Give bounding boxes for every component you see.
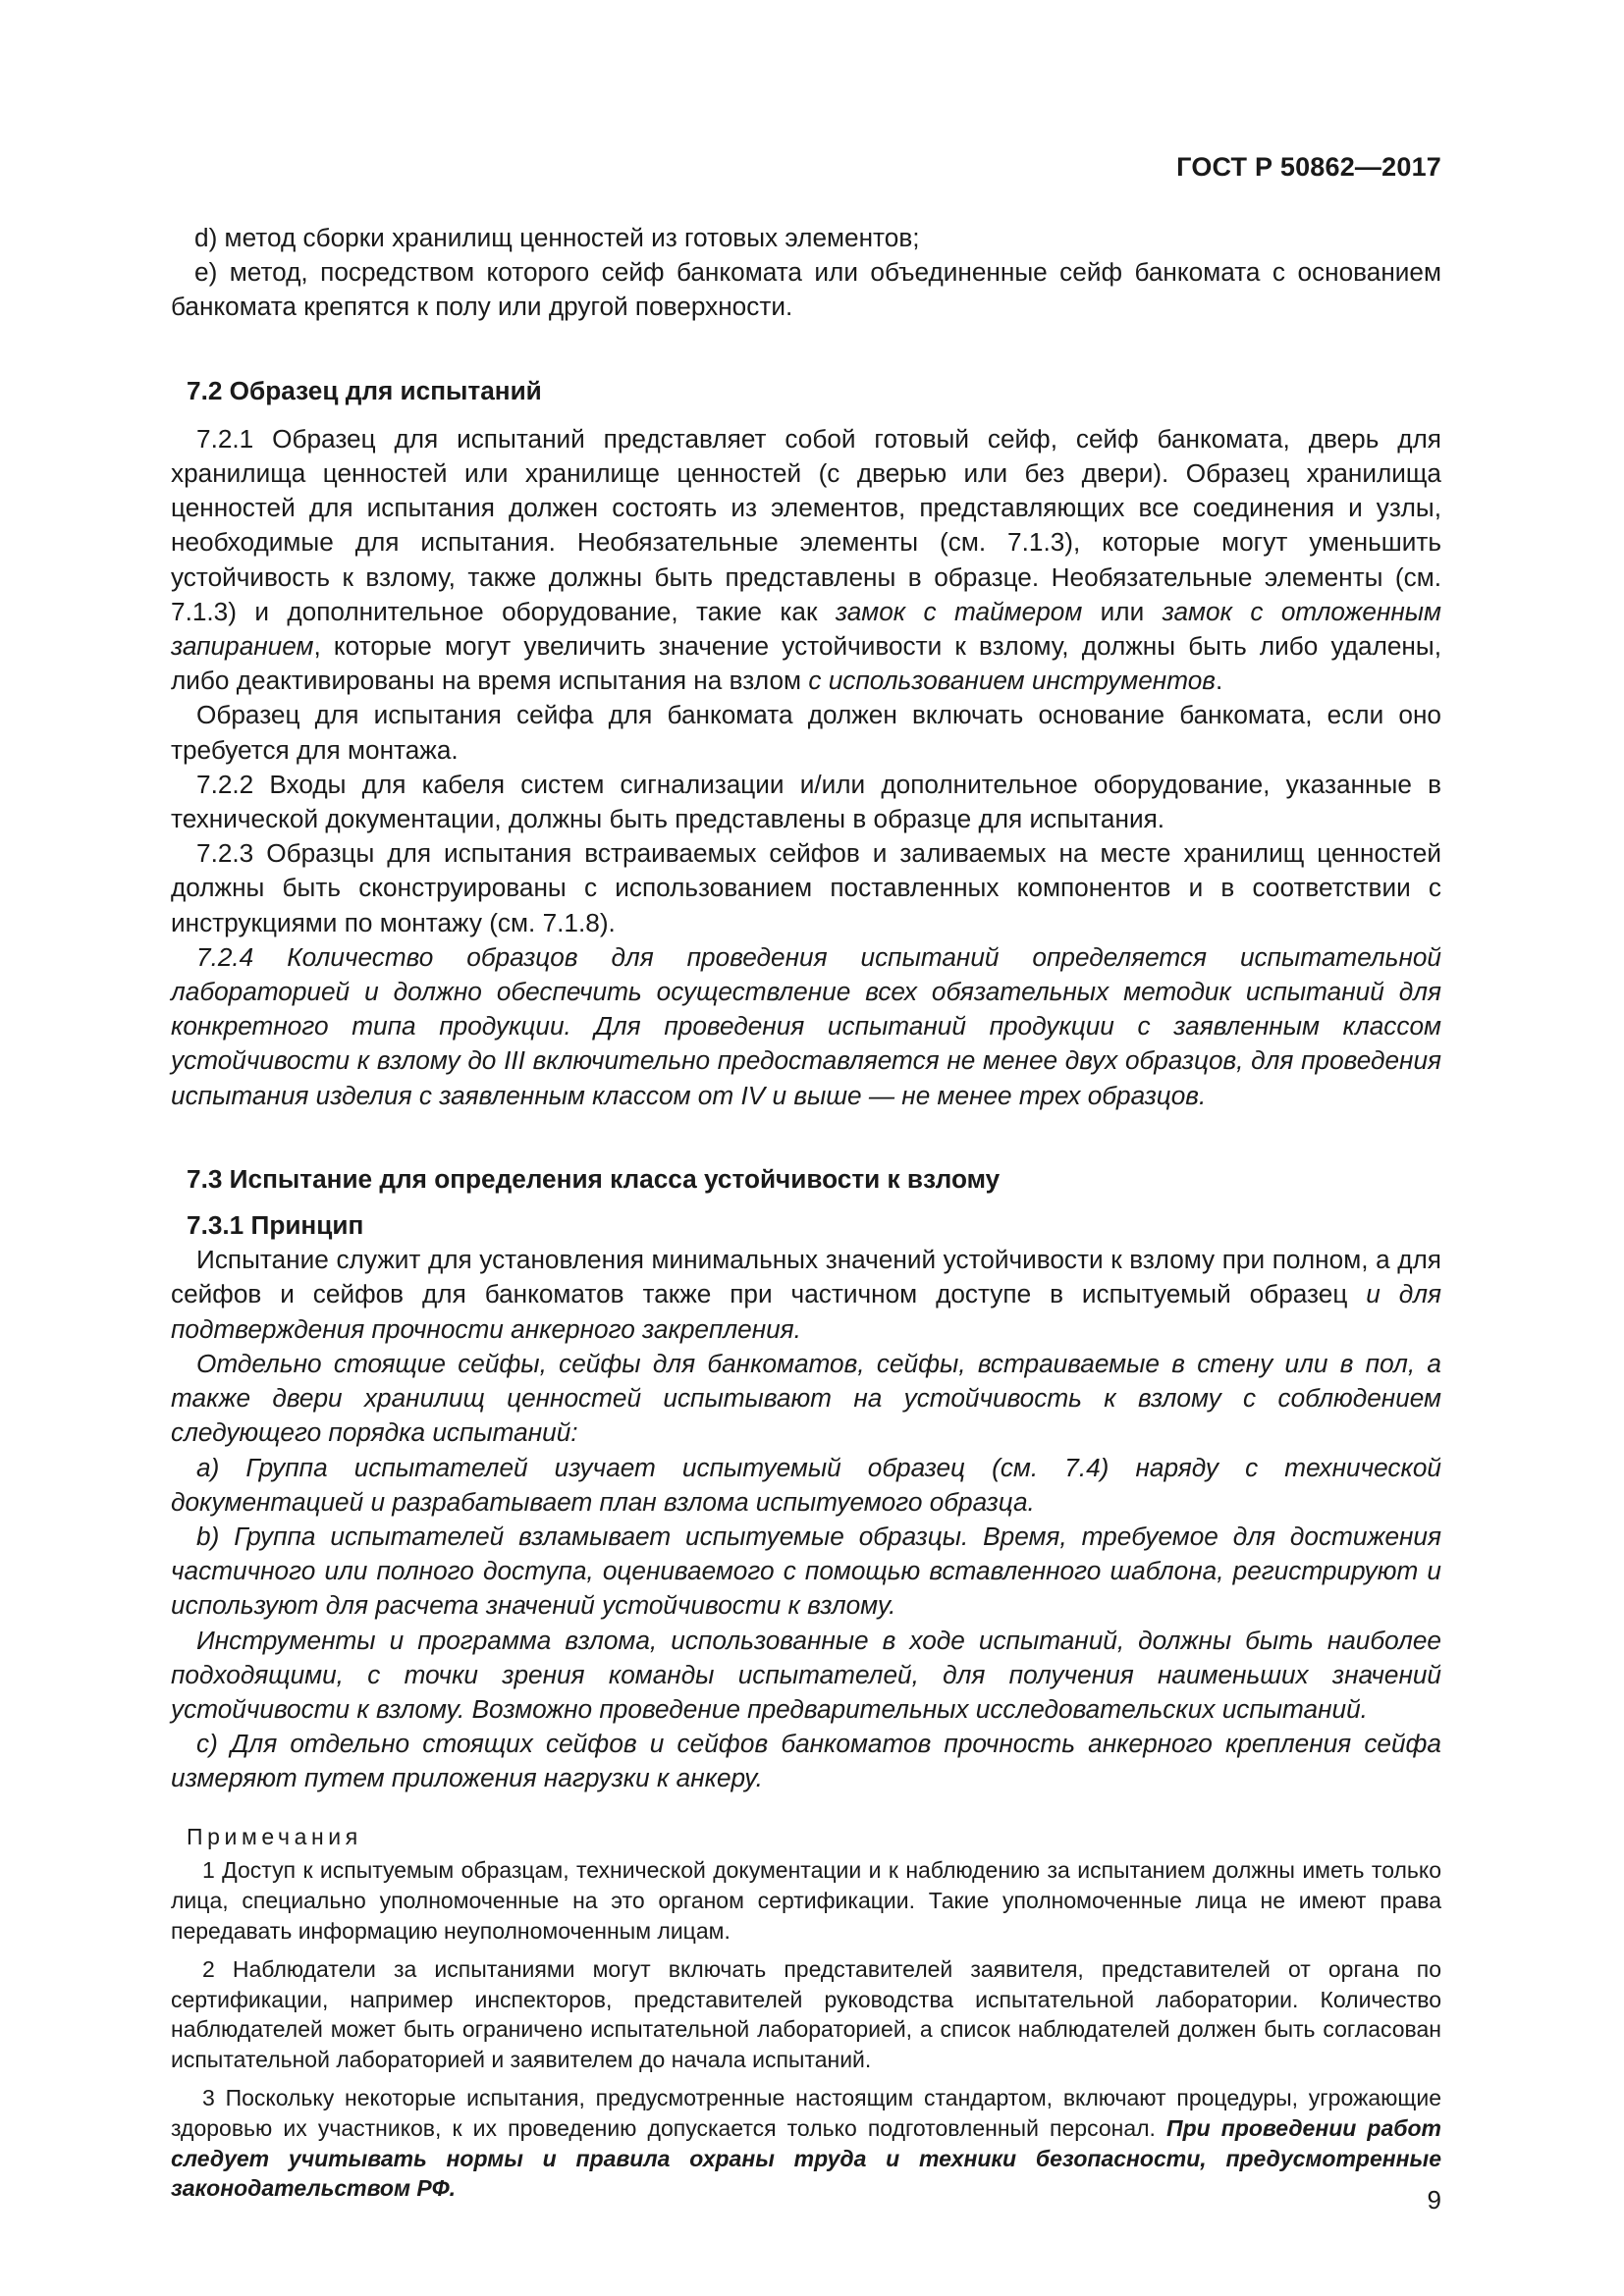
document-code-header: ГОСТ Р 50862—2017 <box>1176 152 1441 182</box>
notes-title: Примечания <box>187 1823 362 1849</box>
paragraph-step-c: c) Для отдельно стоящих сейфов и сейфов банкоматов прочность анкерного крепления сейфа измеряют путем приложения нагрузки к анкеру. <box>171 1729 1441 1793</box>
paragraph-7-2-3: 7.2.3 Образцы для испытания встраиваемых сейфов и заливаемых на месте хранилищ ценностей должны быть сконструированы с использованием поставленных компонентов и в соответствии с инструкциями по монтажу (см. 7.1.8). <box>171 838 1441 937</box>
section-title-7-3: 7.3 Испытание для определения класса устойчивости к взлому <box>187 1163 1001 1194</box>
paragraph-step-a: a) Группа испытателей изучает испытуемый образец (см. 7.4) наряду с технической документацией и разрабатывает план взлома испытуемого образца. <box>171 1452 1441 1517</box>
note-3: 3 Поскольку некоторые испытания, предусмотренные настоящим стандартом, включают процедуры, угрожающие здоровью их участников, к их проведению допускается только подготовленный персонал. При проведении работ следует учитывать нормы и правила охраны труда и техники безопасности, предусмотренные законодательством РФ. <box>171 2084 1441 2202</box>
notes-block <box>171 1822 1441 2205</box>
note-1: 1 Доступ к испытуемым образцам, технической документации и к наблюдению за испытанием должны иметь только лица, специально уполномоченные на это органом сертификации. Такие уполномоченные лица не имеют права передавать информацию неуполномоченным лицам. <box>171 1857 1441 1944</box>
list-item-e: e) метод, посредством которого сейф банкомата или объединенные сейф банкомата с основанием банкомата крепятся к полу или другой поверхности. <box>171 257 1441 322</box>
note-2: 2 Наблюдатели за испытаниями могут включать представителей заявителя, представителей от органа по сертификации, например инспекторов, представителей руководства испытательной лаборатории. Количество наблюдателей может быть ограничено испытательной лабораторией, а список наблюдателей должен быть согласован испытательной лабораторией и заявителем до начала испытаний. <box>171 1955 1441 2073</box>
paragraph-7-2-1: 7.2.1 Образец для испытаний представляет собой готовый сейф, сейф банкомата, дверь для хранилища ценностей или хранилище ценностей (с дверью или без двери). Образец хранилища ценностей для испытания должен состоять из элементов, представляющих все соединения и узлы, необходимые для испытания. Необязательные элементы (см. 7.1.3), которые могут уменьшить устойчивость к взлому, также должны быть представлены в образце. Необязательные элементы (см. 7.1.3) и дополнительное оборудование, такие как замок с таймером или замок с отложенным запиранием, которые могут увеличить значение устойчивости к взлому, должны быть либо удалены, либо деактивированы на время испытания на взлом с использованием инструментов. <box>171 423 1442 696</box>
paragraph-7-2-2: 7.2.2 Входы для кабеля систем сигнализации и/или дополнительное оборудование, указанные в технической документации, должны быть представлены в образце для испытания. <box>171 769 1441 834</box>
paragraph-atm-base: Образец для испытания сейфа для банкомата должен включать основание банкомата, если оно требуется для монтажа. <box>171 700 1441 765</box>
paragraph-step-b: b) Группа испытателей взламывает испытуемые образцы. Время, требуемое для достижения частичного или полного доступа, оцениваемого с помощью вставленного шаблона, регистрируют и используют для расчета значений устойчивости к взлому. <box>171 1521 1441 1621</box>
list-item-d: d) метод сборки хранилищ ценностей из готовых элементов; <box>194 223 920 252</box>
document-body <box>171 221 1441 2204</box>
section-title-7-2: 7.2 Образец для испытаний <box>187 375 542 405</box>
page-number: 9 <box>1427 2185 1441 2215</box>
paragraph-test-order: Отдельно стоящие сейфы, сейфы для банкоматов, сейфы, встраиваемые в стену или в пол, а также двери хранилищ ценностей испытывают на устойчивость к взлому с соблюдением следующего порядка испытаний: <box>171 1348 1441 1448</box>
subsection-title-7-3-1: 7.3.1 Принцип <box>187 1210 364 1241</box>
paragraph-7-2-4: 7.2.4 Количество образцов для проведения испытаний определяется испытательной лабораторией и должно обеспечить осуществление всех обязательных методик испытаний для конкретного типа продукции. Для проведения испытаний продукции с заявленным классом устойчивости к взлому до III включительно предоставляется не менее двух образцов, для проведения испытания изделия с заявленным классом от IV и выше — не менее трех образцов. <box>171 941 1441 1110</box>
paragraph-principle: Испытание служит для установления минимальных значений устойчивости к взлому при полном, а для сейфов и сейфов для банкоматов также при частичном доступе в испытуемый образец и для подтверждения прочности анкерного закрепления. <box>171 1245 1441 1344</box>
paragraph-tools: Инструменты и программа взлома, использованные в ходе испытаний, должны быть наиболее подходящими, с точки зрения команды испытателей, для получения наименьших значений устойчивости к взлому. Возможно проведение предварительных исследовательских испытаний. <box>171 1625 1441 1724</box>
